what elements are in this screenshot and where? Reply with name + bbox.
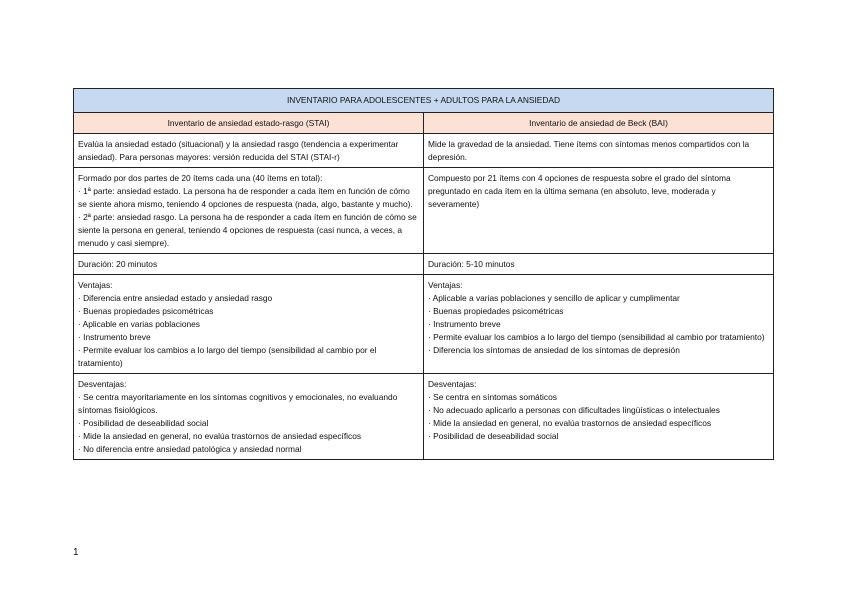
cell-text: Ventajas: <box>428 280 463 290</box>
cell-text: · Posibilidad de deseabilidad social <box>428 431 559 441</box>
cell-bai-structure <box>424 168 774 254</box>
row-structure <box>74 168 774 254</box>
cell-stai-duration <box>74 254 424 275</box>
cell-text: · Buenas propiedades psicométricas <box>78 306 214 316</box>
table-title: INVENTARIO PARA ADOLESCENTES + ADULTOS PARA LA ANSIEDAD <box>74 89 774 113</box>
cell-text: Compuesto por 21 ítems con 4 opciones de respuesta sobre el grado del síntoma preguntado en cada ítem en la última semana (en absoluto, leve, moderada y severamente) <box>428 173 731 209</box>
cell-text: · Permite evaluar los cambios a lo largo del tiempo (sensibilidad al cambio por tratamiento) <box>428 332 765 342</box>
cell-text: · 2ª parte: ansiedad rasgo. La persona ha de responder a cada ítem en función de cómo se siente la persona en general, teniendo 4 opciones de respuesta (casi nunca, a veces, a menudo y casi siempre). <box>78 212 417 248</box>
cell-text: · No diferencia entre ansiedad patológica y ansiedad normal <box>78 444 302 454</box>
cell-bai-disadvantages <box>424 374 774 460</box>
cell-text: Desventajas: <box>428 379 477 389</box>
cell-text: · Instrumento breve <box>428 319 501 329</box>
cell-bai-duration <box>424 254 774 275</box>
cell-text: · No adecuado aplicarlo a personas con dificultades lingüísticas o intelectuales <box>428 405 720 415</box>
cell-bai-description <box>424 134 774 168</box>
cell-text: Desventajas: <box>78 379 127 389</box>
cell-stai-description <box>74 134 424 168</box>
cell-text: · Mide la ansiedad en general, no evalúa trastornos de ansiedad específicos <box>428 418 712 428</box>
cell-text: Duración: 20 minutos <box>78 259 158 269</box>
cell-text: Mide la gravedad de la ansiedad. Tiene ítems con síntomas menos compartidos con la depresión. <box>428 139 750 162</box>
cell-text: · Diferencia entre ansiedad estado y ansiedad rasgo <box>78 293 273 303</box>
cell-text: · Posibilidad de deseabilidad social <box>78 418 209 428</box>
page-number: 1 <box>73 547 79 558</box>
cell-text: · Se centra en síntomas somáticos <box>428 392 557 402</box>
anxiety-inventory-table <box>73 88 774 460</box>
cell-text: · Aplicable en varias poblaciones <box>78 319 200 329</box>
cell-text: · Diferencia los síntomas de ansiedad de los síntomas de depresión <box>428 345 680 355</box>
row-duration <box>74 254 774 275</box>
cell-text: Duración: 5-10 minutos <box>428 259 515 269</box>
cell-text: · Permite evaluar los cambios a lo largo del tiempo (sensibilidad al cambio por el tratamiento) <box>78 345 377 368</box>
cell-stai-disadvantages <box>74 374 424 460</box>
cell-text: Formado por dos partes de 20 ítems cada una (40 ítems en total): <box>78 173 323 183</box>
cell-text: Evalúa la ansiedad estado (situacional) y la ansiedad rasgo (tendencia a experimentar ansiedad). Para personas mayores: versión reducida del STAI (STAI-r) <box>78 139 399 162</box>
row-description <box>74 134 774 168</box>
cell-text: · Buenas propiedades psicométricas <box>428 306 564 316</box>
cell-text: · Se centra mayoritariamente en los síntomas cognitivos y emocionales, no evaluando síntomas fisiológicos. <box>78 392 398 415</box>
cell-stai-structure <box>74 168 424 254</box>
cell-text: · Instrumento breve <box>78 332 151 342</box>
row-advantages <box>74 275 774 374</box>
header-bai: Inventario de ansiedad de Beck (BAI) <box>424 113 774 134</box>
cell-bai-advantages <box>424 275 774 374</box>
comparison-sheet <box>73 88 774 460</box>
row-disadvantages <box>74 374 774 460</box>
cell-text: · Mide la ansiedad en general, no evalúa trastornos de ansiedad específicos <box>78 431 362 441</box>
cell-stai-advantages <box>74 275 424 374</box>
cell-text: · 1ª parte: ansiedad estado. La persona ha de responder a cada ítem en función de cómo se siente ahora mismo, teniendo 4 opciones de respuesta (nada, algo, bastante y mucho). <box>78 186 413 209</box>
cell-text: Ventajas: <box>78 280 113 290</box>
header-stai: Inventario de ansiedad estado-rasgo (STAI) <box>74 113 424 134</box>
cell-text: · Aplicable a varias poblaciones y sencillo de aplicar y cumplimentar <box>428 293 680 303</box>
